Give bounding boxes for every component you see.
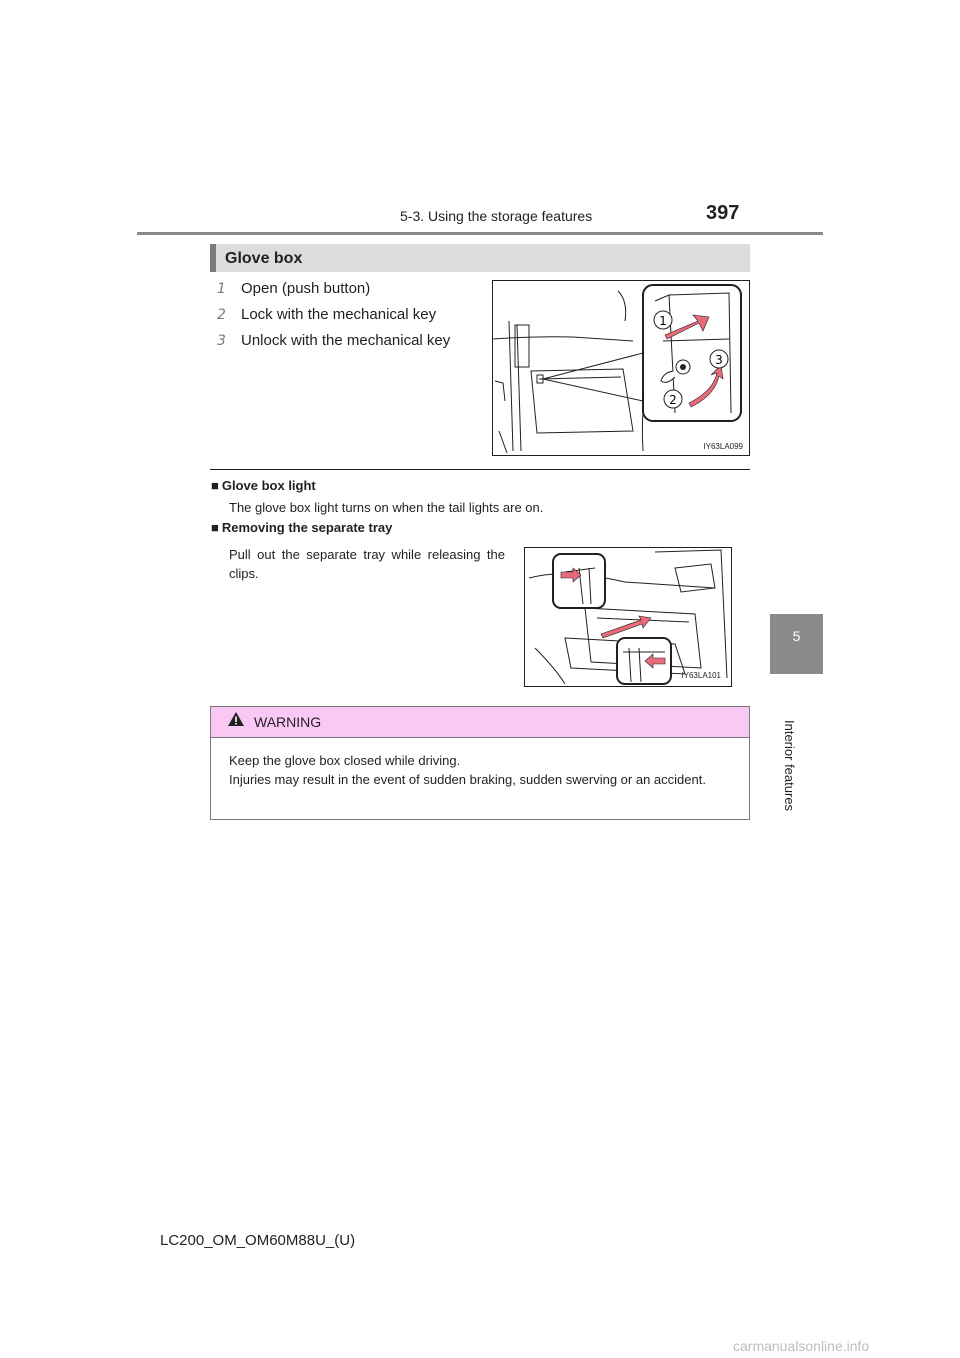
warning-icon	[227, 711, 245, 727]
step-text: Unlock with the mechanical key	[241, 332, 451, 349]
callout-3: 3	[715, 353, 723, 367]
step-text: Lock with the mechanical key	[241, 306, 437, 323]
step-open	[217, 280, 370, 297]
step-number: 3	[217, 333, 226, 349]
watermark: carmanualsonline.info	[733, 1338, 870, 1354]
step-number: 1	[217, 281, 226, 297]
page-number: 397	[706, 202, 740, 224]
tray-drawing	[525, 548, 731, 686]
section-title: Glove box	[225, 250, 303, 267]
step-lock	[217, 306, 436, 323]
note-heading-text: Glove box light	[221, 478, 316, 493]
warning-title: WARNING	[254, 714, 322, 730]
glove-box-illustration	[492, 280, 750, 456]
square-bullet-icon: ■	[211, 520, 219, 535]
square-bullet-icon: ■	[211, 478, 219, 493]
chapter-label: Interior features	[782, 720, 797, 812]
dashboard-drawing	[493, 281, 749, 455]
header-section-title: 5-3. Using the storage features	[400, 208, 593, 224]
warning-body	[229, 751, 739, 789]
figure-code: IY63LA099	[703, 442, 743, 451]
step-unlock	[217, 332, 450, 349]
chapter-tab	[770, 614, 823, 674]
step-text: Open (push button)	[241, 280, 371, 297]
note-heading-light	[211, 478, 316, 493]
chapter-number: 5	[792, 628, 801, 644]
footer-code: LC200_OM_OM60M88U_(U)	[160, 1232, 356, 1249]
callout-1: 1	[659, 314, 667, 328]
note-heading-text: Removing the separate tray	[221, 520, 393, 535]
note-text-light: The glove box light turns on when the tail lights are on.	[229, 500, 544, 515]
section-divider	[210, 469, 750, 470]
step-number: 2	[217, 307, 226, 323]
note-text-tray: Pull out the separate tray while releasing the clips.	[229, 547, 505, 581]
warning-line: Keep the glove box closed while driving.	[229, 753, 461, 768]
figure-code: IY63LA101	[681, 671, 721, 680]
callout-2: 2	[669, 393, 677, 407]
tray-illustration	[524, 547, 732, 687]
note-heading-tray	[211, 520, 392, 535]
header-rule	[137, 232, 823, 235]
warning-line: Injuries may result in the event of sudden braking, sudden swerving or an accident.	[229, 772, 706, 787]
